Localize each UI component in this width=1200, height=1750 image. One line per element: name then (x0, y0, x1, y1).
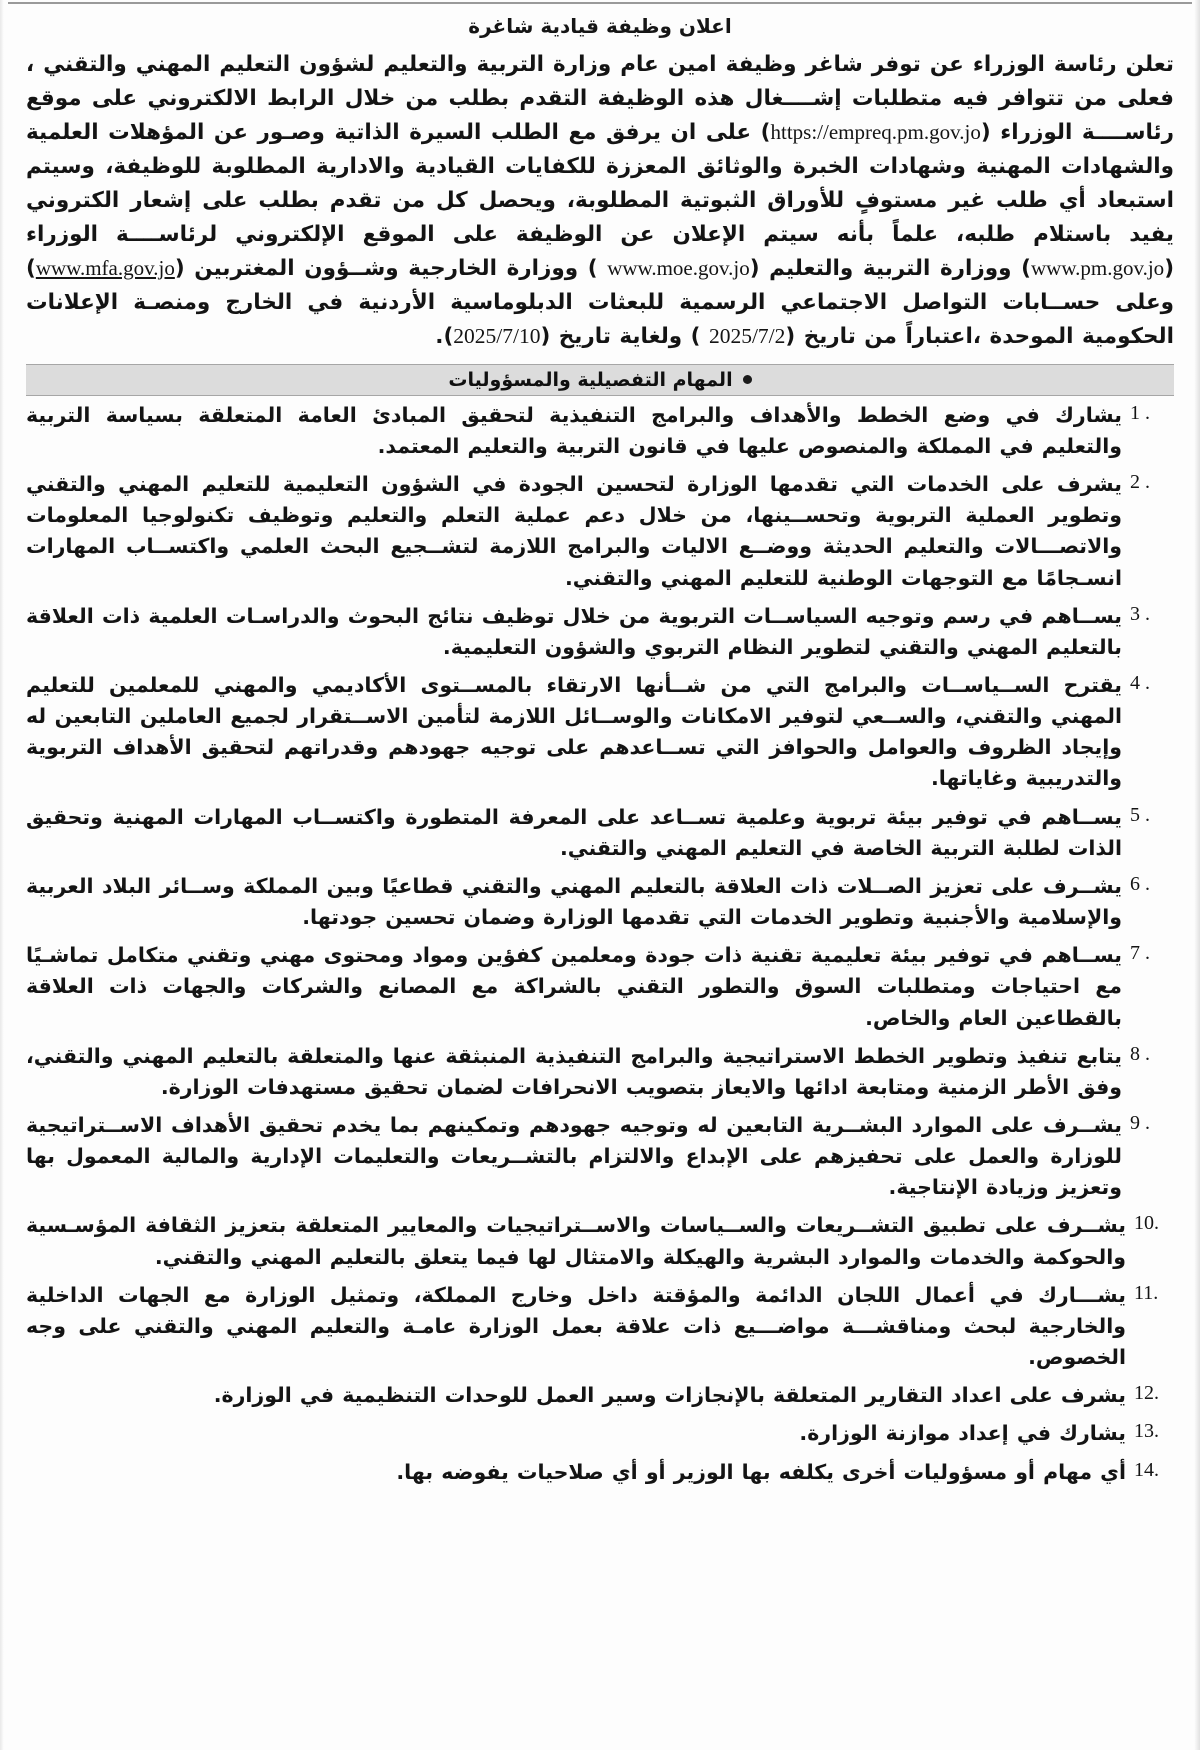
intro-text-part-6: ) ولغاية تاريخ ( (540, 323, 709, 349)
list-item-number: 12. (1134, 1382, 1159, 1405)
list-item (26, 1457, 1174, 1488)
list-item-number: 2 . (1130, 471, 1150, 494)
link-moe-gov-jo[interactable]: www.moe.gov.jo (607, 255, 750, 280)
list-item-number: 11. (1134, 1281, 1159, 1304)
list-item-number: 10. (1134, 1212, 1159, 1235)
section-header-bar (26, 364, 1174, 396)
list-item (26, 670, 1174, 795)
bottom-spacer (26, 1495, 1174, 1511)
date-from: 2025/7/2 (708, 323, 786, 348)
list-item-number: 13. (1134, 1420, 1159, 1443)
list-item-text: يشرف على الخدمات التي تقدمها الوزارة لتحسين الجودة في الشؤون التعليمية للتعليم المهني والتقني وتطوير العملية التربوية وتحســينها، من خلال دعم عملية التعلم والتعليم وتوظيف تكنولوجيا المعلومات والاتصـــالات والتعليم الحديثة ووضــع الاليات والبرامج اللازمة لتشــجيع البحث العلمي واكتســاب المهارات انسـجامًا مع التوجهات الوطنية للتعليم المهني والتقني. (26, 472, 1122, 590)
list-item (26, 1280, 1174, 1373)
list-item-text: يشــرف على تعزيز الصــلات ذات العلاقة بالتعليم المهني والتقني قطاعيًا وبين المملكة وســائر البلاد العربية والإسلامية والأجنبية وتطوير الخدمات التي تقدمها الوزارة وضمان تحسين جودتها. (26, 873, 1122, 930)
list-item-text: يســاهم في توفير بيئة تربوية وعلمية تســاعد على المعرفة المتطورة واكتســاب المهارات المهنية وتحقيق الذات لطلبة التربية الخاصة في التعليم المهني والتقني. (26, 804, 1122, 860)
list-item (26, 802, 1174, 864)
responsibilities-list (26, 400, 1174, 1488)
list-item-number: 9 . (1130, 1112, 1150, 1134)
list-item-text: يســاهم في رسم وتوجيه السياســات التربوية من خلال توظيف نتائج البحوث والدراسـات العلمية ذات العلاقة بالتعليم المهني والتقني لتطوير النظام التربوي والشؤون التعليمية. (26, 603, 1122, 659)
section-header-title: المهام التفصيلية والمسؤوليات (448, 368, 733, 391)
list-item (26, 940, 1174, 1033)
intro-text-part-3: ) ووزارة التربية والتعليم ( (749, 255, 1031, 281)
page-title: اعلان وظيفة قيادية شاغرة (468, 14, 732, 38)
intro-text-part-4: ) ووزارة الخارجية وشــؤون المغتربين ( (174, 255, 608, 281)
list-item-number: 5 . (1130, 803, 1150, 826)
list-item (26, 469, 1174, 594)
list-item-number: 6 . (1130, 872, 1150, 895)
link-pm-gov-jo[interactable]: www.pm.gov.jo (1030, 255, 1165, 280)
intro-text-part-2: ) على ان يرفق مع الطلب السيرة الذاتية وصـور عن المؤهلات العلمية والشهادات المهنية وشهادات الخبرة والوثائق المعززة للكفايات القيادية والادارية المطلوبة للوظيفة، وسيتم استبعاد أي طلب غير مستوفٍ للأوراق الثبوتية المطلوبة، ويحصل كل من تقدم بطلب على إشعار الكتروني يفيد باستلام طلبه، علماً بأنه سيتم الإعلان عن الوظيفة على الموقع الإلكتروني لرئاســــة الوزراء ( (26, 119, 1175, 281)
list-item-text: يشــرف على تطبيق التشــريعات والســياسات والاســتراتيجيات والمعايير المتعلقة بتعزيز الثقافة المؤسـسية والحوكمة والخدمات والموارد البشرية والهيكلة والامتثال لها فيما يتعلق بالتعليم المهني والتقني. (26, 1213, 1126, 1269)
list-item-text: يشــرف على الموارد البشــرية التابعين له وتوجيه جهودهم وتمكينهم بما يخدم تحقيق الأهداف الاســتراتيجية للوزارة والعمل على تحفيزهم على الإبداع والالتزام بالتشــريعات والتعليمات الإدارية والمالية المعمول بها وتعزيز وزيادة الإنتاجية. (26, 1113, 1122, 1200)
list-item-text: يتابع تنفيذ وتطوير الخطط الاستراتيجية والبرامج التنفيذية المنبثقة عنها والمتعلقة بالتعليم المهني والتقني، وفق الأطر الزمنية ومتابعة ادائها والايعاز بتصويب الانحرافات لضمان تحقيق مستهدفات الوزارة. (26, 1043, 1122, 1099)
list-item (26, 871, 1174, 933)
list-item (26, 1380, 1174, 1411)
intro-paragraph (26, 48, 1174, 354)
intro-text-part-5: ) وعلى حســابات التواصل الاجتماعي الرسمية للبعثات الدبلوماسية الأردنية في الخارج ومنصـة الإعلانات الحكومية الموحدة ،اعتباراً من تاريخ ( (26, 255, 1174, 349)
intro-text-part-1: تعلن رئاسة الوزراء عن توفر شاغر وظيفة امين عام وزارة التربية والتعليم لشؤون التعليم المهني والتقني ، فعلى من تتوافر فيه متطلبات إشــــغال هذه الوظيفة التقدم بطلب من خلال الرابط الالكتروني على موقع رئاســــة الوزراء ( (26, 52, 1174, 145)
bullet-dot-icon (743, 375, 752, 384)
list-item (26, 400, 1174, 462)
list-item-text: يشرف على اعداد التقارير المتعلقة بالإنجازات وسير العمل للوحدات التنظيمية في الوزارة. (213, 1383, 1126, 1408)
list-item-text: يقترح الســياســات والبرامج التي من شــأنها الارتقاء بالمســتوى الأكاديمي والمهني للمعلمين للتعليم المهني والتقني، والســعي لتوفير الامكانات والوســائل اللازمة لتأمين الاســتقرار لجميع العاملين التابعين له وإيجاد الظروف والعوامل والحوافز التي تســاعدهم على توجيه جهودهم وقدراتهم لتحقيق الأهداف التربوية والتدريبية وغاياتها. (26, 672, 1122, 791)
list-item-number: 4 . (1130, 671, 1150, 694)
list-item-text: أي مهام أو مسؤوليات أخرى يكلفه بها الوزير أو أي صلاحيات يفوضه بها. (396, 1459, 1126, 1484)
list-item-number: 7 . (1130, 942, 1150, 965)
intro-text-part-7: ). (435, 323, 454, 349)
list-item (26, 1041, 1174, 1103)
list-item-number: 1 . (1130, 401, 1150, 424)
list-item (26, 601, 1174, 663)
list-item-text: يشارك في وضع الخطط والأهداف والبرامج التنفيذية لتحقيق المبادئ العامة المتعلقة بسياسة التربية والتعليم في المملكة والمنصوص عليها في قانون التربية والتعليم المعتمد. (26, 402, 1122, 458)
list-item-number: 8 . (1130, 1042, 1150, 1065)
list-item-text: يســاهم في توفير بيئة تعليمية تقنية ذات جودة ومعلمين كفؤين ومواد ومحتوى مهني وتقني متكامل تماشـيًا مع احتياجات ومتطلبات السوق والتطور التقني بالشراكة مع المصانع والشركات والجهات ذات العلاقة بالقطاعين العام والخاص. (26, 943, 1122, 1030)
list-item-text: يشارك في إعداد موازنة الوزارة. (799, 1421, 1126, 1446)
link-empreq-pm-gov-jo[interactable]: https://empreq.pm.gov.jo (770, 119, 981, 144)
list-item (26, 1210, 1174, 1272)
list-item-number: 3 . (1130, 602, 1150, 625)
list-item-text: يشـــارك في أعمال اللجان الدائمة والمؤقتة داخل وخارج المملكة، وتمثيل الوزارة مع الجهات الداخلية والخارجية لبحث ومناقشـــة مواضـــيع ذات علاقة بعمل الوزارة عامـة والتعليم المهني والتقني على وجه الخصوص. (26, 1282, 1126, 1370)
link-mfa-gov-jo[interactable]: www.mfa.gov.jo (35, 255, 175, 280)
list-item-number: 14. (1134, 1458, 1159, 1481)
date-to: 2025/7/10 (453, 323, 541, 348)
list-item (26, 1418, 1174, 1449)
list-item (26, 1110, 1174, 1203)
